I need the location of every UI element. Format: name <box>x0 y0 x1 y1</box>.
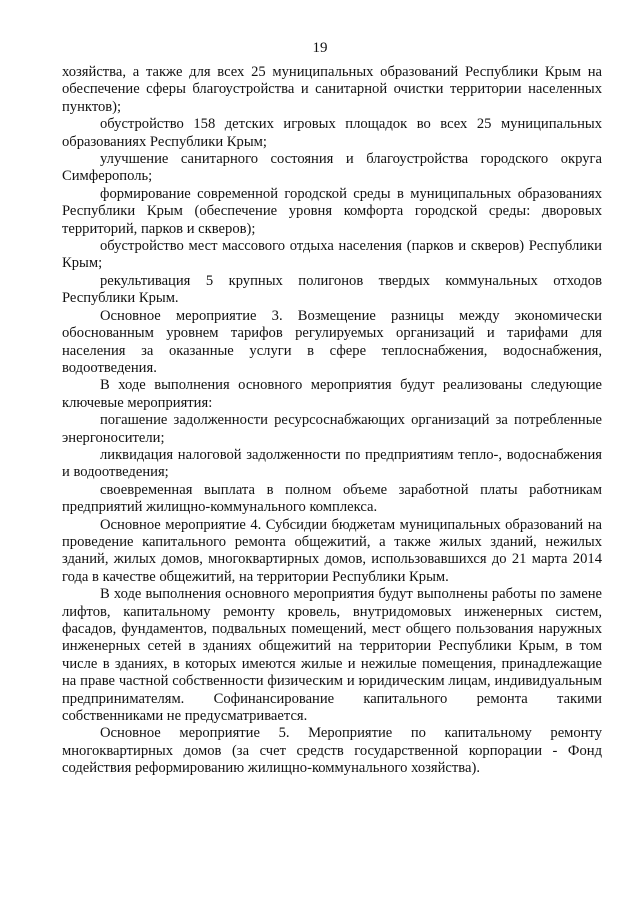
paragraph: хозяйства, а также для всех 25 муниципальных образований Республики Крым на обеспечение сферы благоустройства и санитарной очистки территории населенных пунктов); <box>62 64 602 115</box>
paragraph: погашение задолженности ресурсоснабжающих организаций за потребленные энергоносители; <box>62 412 602 446</box>
paragraph: ликвидация налоговой задолженности по предприятиям тепло-, водоснабжения и водоотведения; <box>62 446 602 481</box>
paragraph: В ходе выполнения основного мероприятия будут реализованы следующие ключевые мероприятия: <box>62 377 602 411</box>
page-number: 19 <box>312 40 328 56</box>
body-text <box>62 64 602 778</box>
paragraph: В ходе выполнения основного мероприятия будут выполнены работы по замене лифтов, капитальному ремонту кровель, внутридомовых инженерных систем, фасадов, фундаментов, подвальных помещений, мест общего пользования наружных инженерных сетей в зданиях общежитий на территории Республики Крым, в том числе в зданиях, в которых имеются жилые и нежилые помещения, принадлежащие на праве частной собственности физическим и юридическим лицам, индивидуальным предпринимателям. Софинансирование капитального ремонта такими собственниками не предусматривается. <box>62 586 602 725</box>
paragraph: формирование современной городской среды в муниципальных образованиях Республики Крым (обеспечение уровня комфорта городской среды: дворовых территорий, парков и скверов); <box>62 185 602 237</box>
paragraph: обустройство мест массового отдыха населения (парков и скверов) Республики Крым; <box>62 238 602 272</box>
paragraph: Основное мероприятие 5. Мероприятие по капитальному ремонту многоквартирных домов (за счет средств государственной корпорации - Фонд содействия реформированию жилищно-коммунального хозяйства). <box>62 725 602 777</box>
paragraph: улучшение санитарного состояния и благоустройства городского округа Симферополь; <box>62 151 602 185</box>
paragraph: рекультивация 5 крупных полигонов твердых коммунальных отходов Республики Крым. <box>62 272 602 307</box>
paragraph: своевременная выплата в полном объеме заработной платы работникам предприятий жилищно-коммунального комплекса. <box>62 481 602 516</box>
paragraph: Основное мероприятие 4. Субсидии бюджетам муниципальных образований на проведение капитального ремонта общежитий, а также жилых зданий, нежилых зданий, жилых домов, многоквартирных домов, использовавшихся до 21 марта 2014 года в качестве общежитий, на территории Республики Крым. <box>62 516 602 585</box>
paragraph: Основное мероприятие 3. Возмещение разницы между экономически обоснованным уровнем тарифов регулируемых организаций и тарифами для населения за оказанные услуги в сфере теплоснабжения, водоснабжения, водоотведения. <box>62 307 602 376</box>
paragraph: обустройство 158 детских игровых площадок во всех 25 муниципальных образованиях Республики Крым; <box>62 116 602 150</box>
